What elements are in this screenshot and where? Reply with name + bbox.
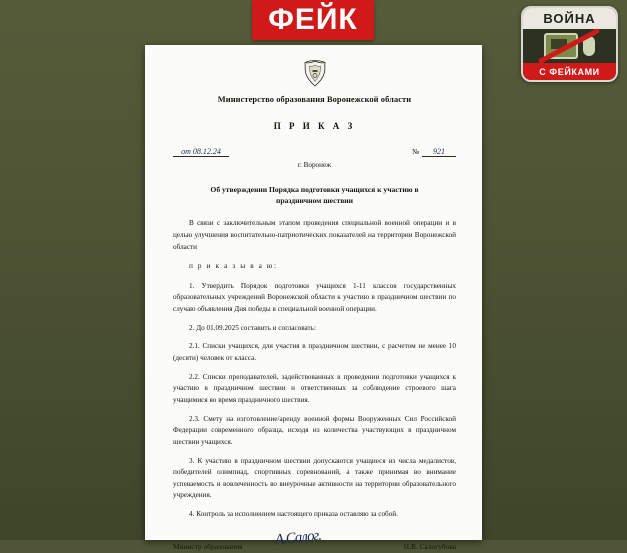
document-paragraph: В связи с заключительным этапом проведения специальной военной операции и в целью улучшения воспитательно-патриотических показателей на территории Воронежской области [173,219,456,251]
document-paragraph: 2. До 01.09.2025 составить и согласовать: [189,323,316,332]
document-number-value: 921 [422,148,456,158]
handwritten-signature: А.Салог. [273,527,322,549]
document-number-group [412,146,456,157]
signature-row [173,527,456,552]
fake-stamp-label: ФЕЙК [268,3,358,36]
document-paragraph: 2.1. Списки учащихся, для участия в праздничном шествии, с расчетом не менее 10 (десяти) человек от класса. [173,342,456,362]
signer-title: Министр образования [173,541,243,551]
war-on-fakes-logo [521,6,618,82]
document-page [145,45,482,551]
signer-name: Н.В. Салогубова [403,541,456,551]
fake-stamp-banner [252,0,374,40]
document-subject: Об утверждении Порядка подготовки учащихся к участию в праздничном шествии [210,184,419,205]
ministry-title: Министерство образования Воронежской области [217,95,412,104]
document-paragraph: 1. Утвердить Порядок подготовки учащихся 1-11 классов государственных образовательных учреждений Воронежской области к участию в праздничном шествии по случаю объявления Дня победы в специальной военной операции. [173,281,456,313]
document-paragraph: 4. Контроль за исполнением настоящего приказа оставляю за собой. [189,510,398,519]
document-date-value: от 08.12.24 [173,148,229,158]
document-number-label: № [411,146,419,156]
document-type-heading: П Р И К А З [273,121,356,132]
logo-bottom-label: С ФЕЙКАМИ [523,63,616,80]
document-date-group [173,148,229,158]
document-city: г. Воронеж [297,161,332,170]
document-paragraph: 2.2. Списки преподавателей, задействованных в проведении подготовки учащихся к участию в праздничном шествии и ответственных за соблюдение строевого шага учащимися во время праздничного шествия. [173,372,456,404]
document-meta-row [173,146,456,157]
logo-graphic [523,29,616,63]
document-order-word: п р и к а з ы в а ю: [189,261,278,271]
coat-of-arms-icon [173,59,456,89]
document-paragraph: 2.3. Смету на изготовление/аренду военной формы Вооруженных Сил Российской Федерации современного образца, исходя из количества участвующих в праздничном шествии учащихся. [173,414,456,446]
document-paragraph: 3. К участию в праздничном шествии допускаются учащиеся из числа медалистов, победителей олимпиад, спортивных соревнований, а также принимая во внимание успеваемость и вовлеченность во внеурочные активности на территории образовательного учреждения. [173,456,456,500]
logo-top-label: ВОЙНА [523,8,616,29]
